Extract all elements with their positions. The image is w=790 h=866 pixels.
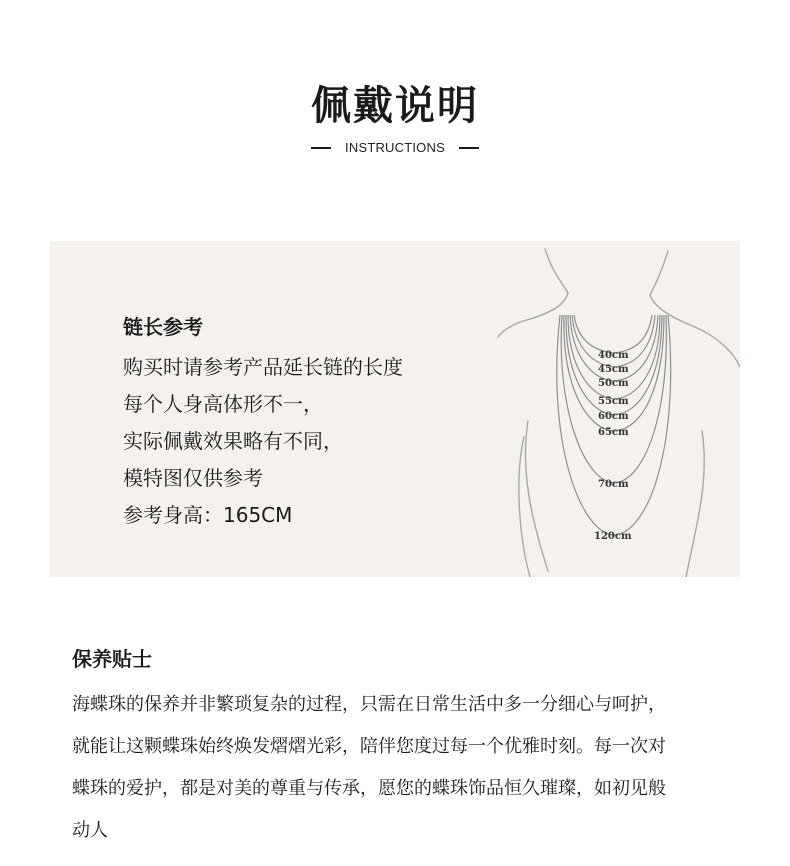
left-divider xyxy=(311,147,331,149)
care-line-2: 就能让这颗蝶珠始终焕发熠熠光彩，陪伴您度过每一个优雅时刻。每一次对 xyxy=(72,736,666,757)
length-label-45: 45cm xyxy=(598,364,629,375)
length-label-40: 40cm xyxy=(598,350,629,361)
care-tips-section xyxy=(72,644,732,852)
length-label-50: 50cm xyxy=(598,378,629,389)
care-line-4: 动人 xyxy=(72,820,108,841)
care-line-1: 海蝶珠的保养并非繁琐复杂的过程，只需在日常生活中多一分细心与呵护， xyxy=(72,694,666,715)
chain-reference-text xyxy=(123,313,403,534)
chain-reference-panel xyxy=(50,241,740,577)
page-title: 佩戴说明 xyxy=(311,82,479,129)
chain-reference-heading: 链长参考 xyxy=(123,315,203,339)
chain-line-3: 实际佩戴效果略有不同， xyxy=(123,429,343,453)
length-label-55: 55cm xyxy=(598,396,629,407)
care-line-3: 蝶珠的爱护，都是对美的尊重与传承，愿您的蝶珠饰品恒久璀璨，如初见般 xyxy=(72,778,666,799)
length-label-120: 120cm xyxy=(594,531,632,542)
right-divider xyxy=(459,147,479,149)
subtitle-row xyxy=(0,140,790,155)
length-label-70: 70cm xyxy=(598,479,629,490)
necklace-length-figure xyxy=(490,241,740,577)
page-subtitle: INSTRUCTIONS xyxy=(345,140,445,155)
length-label-60: 60cm xyxy=(598,411,629,422)
length-labels xyxy=(594,350,632,542)
chain-line-5: 参考身高：165CM xyxy=(123,503,293,527)
care-tips-heading: 保养贴士 xyxy=(72,647,152,671)
chain-line-4: 模特图仅供参考 xyxy=(123,466,263,490)
length-label-65: 65cm xyxy=(598,427,629,438)
page-header xyxy=(0,78,790,155)
necklace-chain-strands xyxy=(557,315,671,535)
chain-line-2: 每个人身高体形不一， xyxy=(123,392,323,416)
chain-line-1: 购买时请参考产品延长链的长度 xyxy=(123,355,403,379)
